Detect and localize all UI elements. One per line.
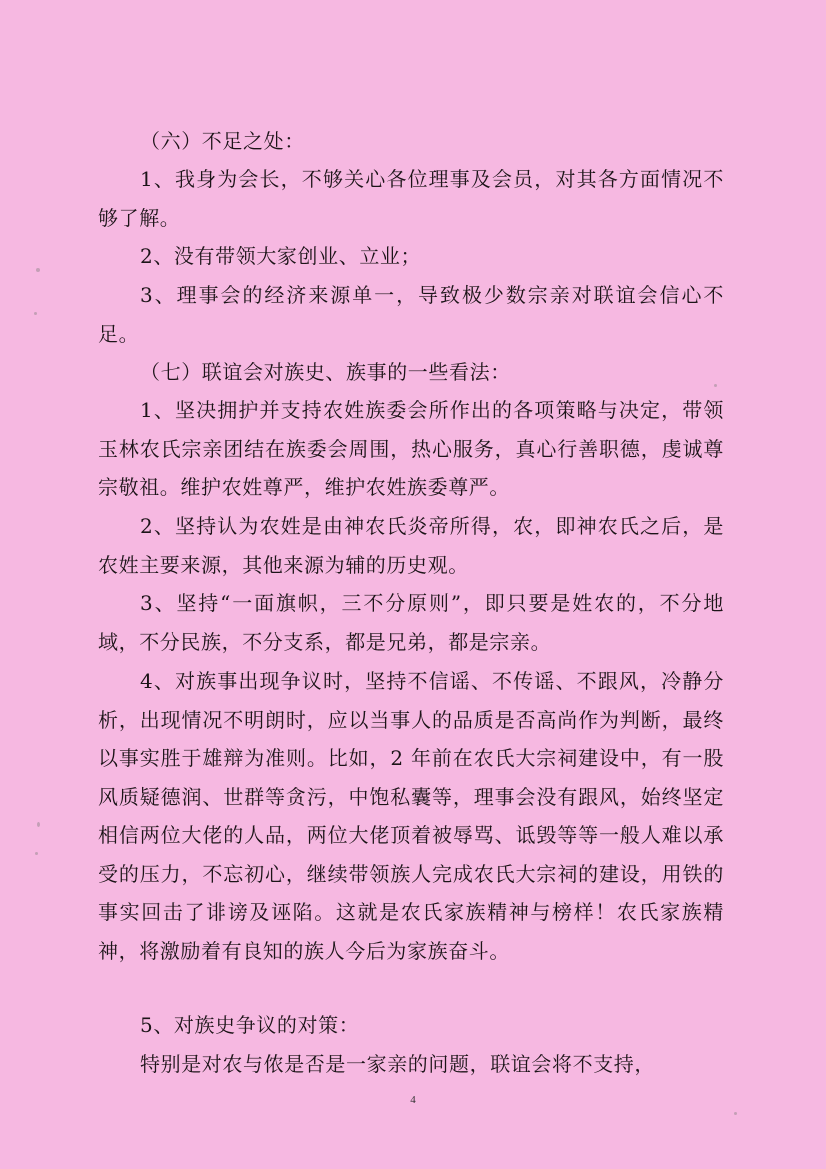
section-heading-views: （七）联谊会对族史、族事的一些看法： (140, 360, 511, 384)
paragraph: 2、坚持认为农姓是由神农氏炎帝所得，农，即神农氏之后，是农姓主要来源，其他来源为辅的历史观。 (98, 514, 724, 577)
page-number: 4 (410, 1094, 416, 1106)
scan-speck (34, 312, 37, 315)
paragraph: 5、对族史争议的对策： (140, 1013, 360, 1037)
scan-speck (734, 1112, 737, 1115)
paragraph: 1、我身为会长，不够关心各位理事及会员，对其各方面情况不够了解。 (98, 167, 724, 230)
paragraph: 3、理事会的经济来源单一，导致极少数宗亲对联谊会信心不足。 (98, 283, 724, 346)
paragraph: 4、对族事出现争议时，坚持不信谣、不传谣、不跟风，冷静分析，出现情况不明朗时，应以当事人的品质是否高尚作为判断，最终以事实胜于雄辩为准则。比如，2 年前在农氏大宗祠建设中，有一股风质疑德润、世群等贪污，中饱私囊等，理事会没有跟风，始终坚定相信两位大佬的人品，两位大佬顶着被辱骂、诋毁等等一般人难以承受的压力，不忘初心，继续带领族人完成农氏大宗祠的建设，用铁的事实回击了诽谤及诬陷。这就是农氏家族精神与榜样！农氏家族精神，将激励着有良知的族人今后为家族奋斗。 (98, 669, 724, 963)
scan-speck (714, 384, 717, 387)
paragraph: 1、坚决拥护并支持农姓族委会所作出的各项策略与决定，带领玉林农氏宗亲团结在族委会周围，热心服务，真心行善职德，虔诚尊宗敬祖。维护农姓尊严，维护农姓族委尊严。 (98, 398, 724, 499)
paragraph: 3、坚持“一面旗帜，三不分原则”，即只要是姓农的，不分地域，不分民族，不分支系，都是兄弟，都是宗亲。 (98, 591, 724, 654)
scan-speck (37, 822, 40, 827)
paragraph: 2、没有带领大家创业、立业； (140, 244, 422, 268)
section-heading-shortcomings: （六）不足之处： (140, 129, 305, 153)
scan-speck (35, 852, 38, 855)
paragraph: 特别是对农与侬是否是一家亲的问题，联谊会将不支持， (140, 1052, 655, 1076)
scan-speck (36, 268, 40, 272)
